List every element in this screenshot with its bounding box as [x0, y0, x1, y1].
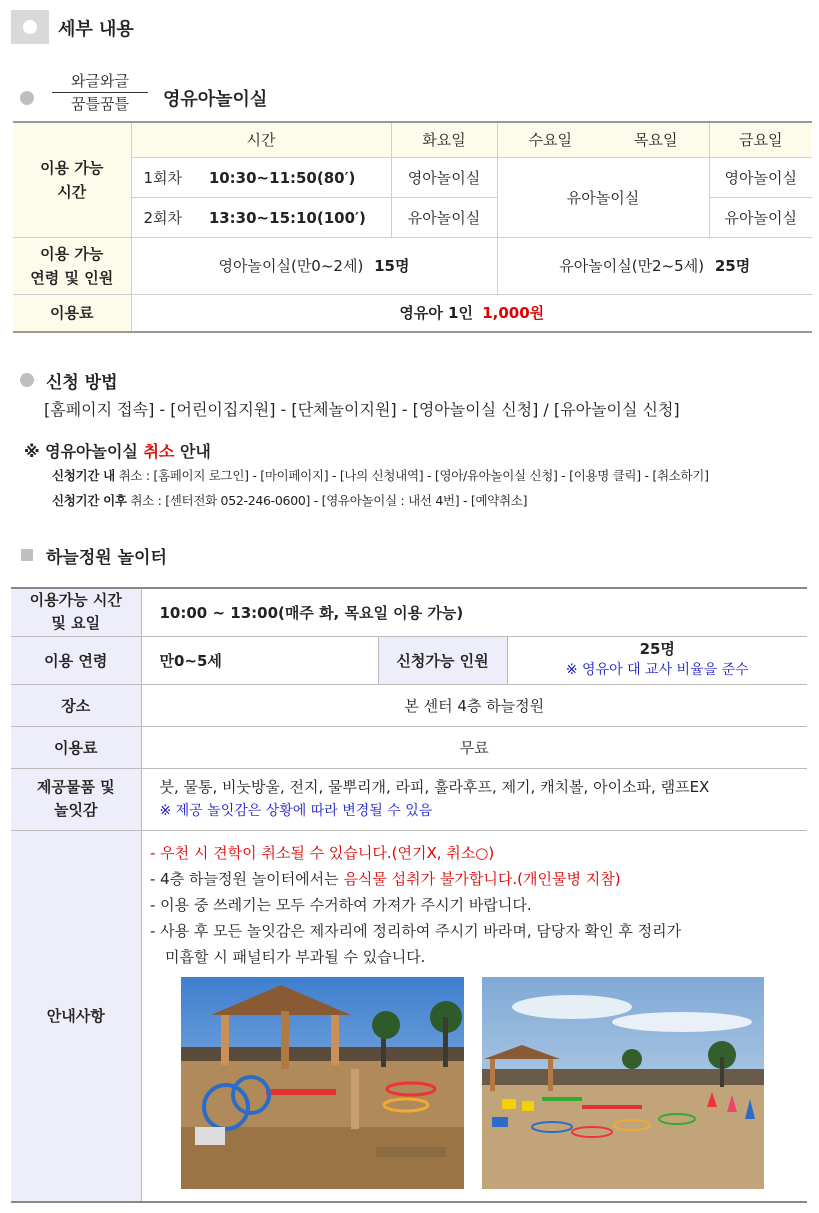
time-label: 이용가능 시간 및 요일: [11, 588, 141, 636]
logo: [50, 70, 150, 115]
fee-value: 영유아 1인 1,000원: [131, 294, 812, 332]
day-wed: 수요일: [497, 122, 603, 157]
square-bullet-icon: [21, 549, 33, 561]
capacity-value: 25명 ※ 영유아 대 교사 비율을 준수: [507, 636, 807, 684]
time-label: 이용 가능 시간: [13, 122, 131, 237]
cancel-line-2: 신청기간 이후 취소 : [센터전화 052-246-0600] - [영유아놀이실 : 내선 4번] - [예약취소]: [52, 493, 528, 508]
garden-title: 하늘정원 놀이터: [46, 548, 167, 568]
capacity-label: 신청가능 인원: [378, 636, 507, 684]
session-2: 2회차 13:30~15:10(100′): [131, 197, 391, 237]
logo-bottom-text: 꿈틀꿈틀: [71, 95, 129, 113]
bullet-icon: [20, 91, 34, 105]
wed-thu-sessions: 유아놀이실: [497, 157, 709, 237]
age-label: 이용 연령: [11, 636, 141, 684]
cancel-title: ※ 영유아놀이실 취소 안내: [24, 442, 211, 461]
notice-label: 안내사항: [11, 830, 141, 1202]
day-thu: 목요일: [603, 122, 709, 157]
circle-icon: [23, 20, 37, 34]
col-time-header: 시간: [131, 122, 391, 157]
notice-4a: - 사용 후 모든 놀잇감은 제자리에 정리하여 주시기 바라며, 담당자 확인 후 정리가: [150, 922, 682, 940]
toddler-capacity: 유아놀이실(만2~5세) 25명: [497, 237, 812, 294]
session-1: 1회차 10:30~11:50(80′): [131, 157, 391, 197]
fee-value: 무료: [141, 726, 807, 768]
items-label: 제공물품 및 놀잇감: [11, 768, 141, 830]
apply-title: 신청 방법: [46, 373, 118, 393]
bullet-icon: [20, 373, 34, 387]
garden-photo-1: [181, 977, 464, 1189]
age-label: 이용 가능 연령 및 인원: [13, 237, 131, 294]
fri-session-2: 유아놀이실: [709, 197, 812, 237]
notice-3: - 이용 중 쓰레기는 모두 수거하여 가져가 주시기 바랍니다.: [150, 896, 532, 914]
playroom-table: [13, 121, 812, 333]
age-value: 만0~5세: [141, 636, 378, 684]
playroom-title: 영유아놀이실: [163, 89, 268, 110]
logo-top-text: 와글와글: [71, 72, 129, 90]
fee-label: 이용료: [11, 726, 141, 768]
fee-label: 이용료: [13, 294, 131, 332]
place-label: 장소: [11, 684, 141, 726]
place-value: 본 센터 4층 하늘정원: [141, 684, 807, 726]
day-fri: 금요일: [709, 122, 812, 157]
notice-2: - 4층 하늘정원 놀이터에서는 음식물 섭취가 불가합니다.(개인물병 지참): [150, 870, 621, 888]
fri-session-1: 영아놀이실: [709, 157, 812, 197]
day-tue: 화요일: [391, 122, 497, 157]
garden-photo-2: [482, 977, 764, 1189]
cancel-line-1: 신청기간 내 취소 : [홈페이지 로그인] - [마이페이지] - [나의 신청내역] - [영아/유아놀이실 신청] - [이용명 클릭] - [취소하기]: [52, 468, 709, 483]
page-title: 세부 내용: [58, 19, 134, 40]
items-value: 붓, 물통, 비눗방울, 전지, 물뿌리개, 라피, 훌라후프, 제기, 캐치볼, 아이소파, 램프EX ※ 제공 놀잇감은 상황에 따라 변경될 수 있음: [141, 768, 807, 830]
notice-1: - 우천 시 견학이 취소될 수 있습니다.(연기X, 취소○): [150, 844, 495, 862]
tue-session-1: 영아놀이실: [391, 157, 497, 197]
notice-4b: 미흡할 시 패널티가 부과될 수 있습니다.: [165, 948, 426, 966]
tue-session-2: 유아놀이실: [391, 197, 497, 237]
time-value: 10:00 ~ 13:00(매주 화, 목요일 이용 가능): [141, 588, 807, 636]
infant-capacity: 영아놀이실(만0~2세) 15명: [131, 237, 497, 294]
apply-steps: [홈페이지 접속] - [어린이집지원] - [단체놀이지원] - [영아놀이실 신청] / [유아놀이실 신청]: [44, 400, 680, 419]
